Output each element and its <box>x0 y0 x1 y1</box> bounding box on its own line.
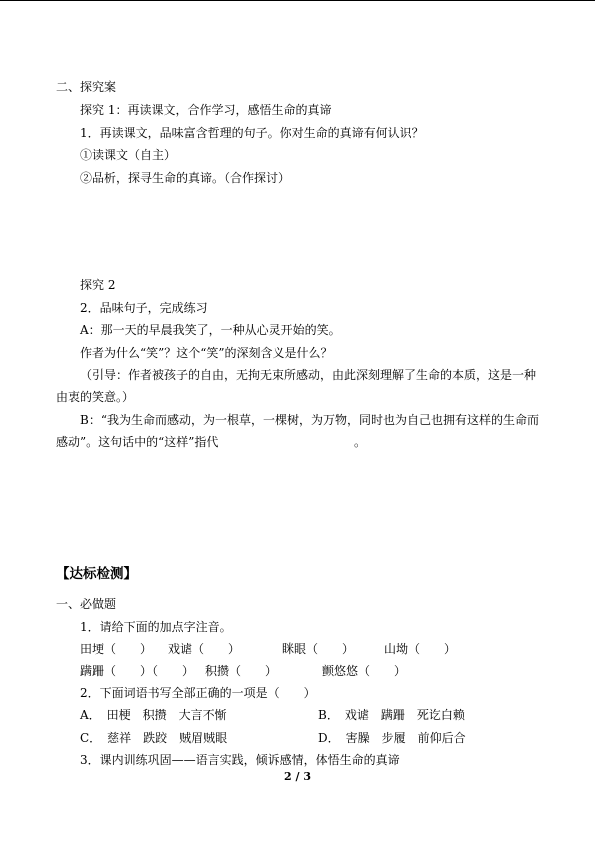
header-rule <box>0 0 595 1</box>
option-c: C． 慈祥 跌跤 贼眉贼眼 <box>80 731 228 745</box>
section-title: 二、探究案 <box>56 80 117 94</box>
explore1-question: 1．再读课文，品味富含哲理的句子。你对生命的真谛有何认识？ <box>80 126 424 140</box>
sentence-a: A：那一天的早晨我笑了，一种从心灵开始的笑。 <box>80 323 341 337</box>
option-d: D． 害臊 步履 前仰后合 <box>318 731 466 745</box>
pinyin-item: 积攒（ ） <box>205 664 278 678</box>
option-b: B． 戏谑 蹒跚 死讫白赖 <box>318 708 465 722</box>
pinyin-item: 颤悠悠（ ） <box>322 664 407 678</box>
pinyin-item: 蹒跚（ ）（ ） <box>80 664 195 678</box>
guide-line-2: 由衷的笑意。） <box>56 390 135 404</box>
pinyin-item: 山坳（ ） <box>384 642 457 656</box>
pinyin-item: 眯眼（ ） <box>282 642 355 656</box>
explore2-question: 2．品味句子，完成练习 <box>80 301 208 315</box>
explore2-title: 探究 2 <box>80 278 116 292</box>
sentence-b-line-2: 感动”。这句话中的“这样”指代 <box>56 435 219 449</box>
question-2: 2．下面词语书写全部正确的一项是（ ） <box>80 686 316 700</box>
sentence-b-line-1: B：“我为生命而感动，为一根草，一棵树，为万物，同时也为自己也拥有这样的生命而 <box>80 413 539 427</box>
guide-line-1: （引导：作者被孩子的自由，无拘无束所感动，由此深刻理解了生命的本质，这是一种 <box>80 368 537 382</box>
check-heading: 【达标检测】 <box>56 566 137 582</box>
required-section-title: 一、必做题 <box>56 597 117 611</box>
page-number: 2 / 3 <box>284 770 311 783</box>
sentence-b-end: 。 <box>354 435 367 449</box>
explore1-step1: ①读课文（自主） <box>80 148 177 162</box>
option-a: A． 田梗 积攒 大言不惭 <box>80 708 227 722</box>
question-1: 1．请给下面的加点字注音。 <box>80 620 232 634</box>
pinyin-item: 田埂（ ） <box>80 642 153 656</box>
question-3: 3．课内训练巩固——语言实践，倾诉感情，体悟生命的真谛 <box>80 753 400 767</box>
sentence-a-question: 作者为什么“笑”？这个“笑”的深刻含义是什么？ <box>80 346 333 360</box>
explore1-step2: ②品析，探寻生命的真谛。（合作探讨） <box>80 171 291 185</box>
explore1-title: 探究 1：再读课文，合作学习，感悟生命的真谛 <box>80 103 332 117</box>
pinyin-item: 戏谑（ ） <box>168 642 241 656</box>
